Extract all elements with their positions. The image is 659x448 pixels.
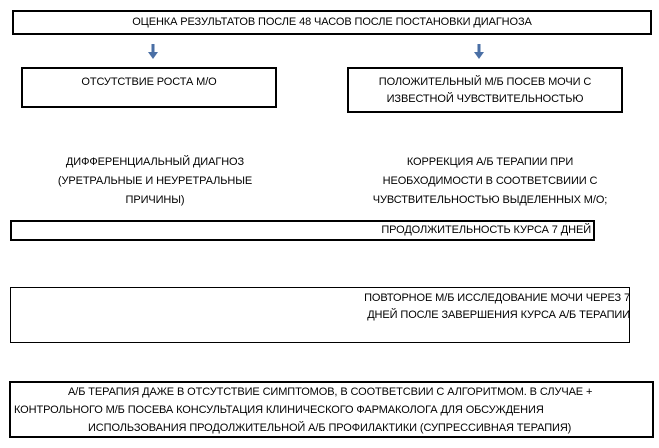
arrow-down-right-icon (474, 44, 484, 60)
repeat-test-line-1: ПОВТОРНОЕ М/Б ИССЛЕДОВАНИЕ МОЧИ ЧЕРЕЗ 7 (364, 292, 630, 304)
positive-culture-line-1: ПОЛОЖИТЕЛЬНЫЙ М/Б ПОСЕВ МОЧИ С (378, 76, 592, 88)
correction-line-2: НЕОБХОДИМОСТИ В СООТВЕТСВИИИ С (382, 175, 598, 187)
differential-diagnosis-line-3: ПРИЧИНЫ) (125, 194, 185, 206)
final-line-1: А/Б ТЕРАПИЯ ДАЖЕ В ОТСУТСТВИЕ СИМПТОМОВ, В СООТВЕТСВИИ С АЛГОРИТМОМ. В СЛУЧАЕ + (68, 386, 593, 398)
duration-label: ПРОДОЛЖИТЕЛЬНОСТЬ КУРСА 7 ДНЕЙ (381, 224, 591, 236)
header-title: ОЦЕНКА РЕЗУЛЬТАТОВ ПОСЛЕ 48 ЧАСОВ ПОСЛЕ ПОСТАНОВКИ ДИАГНОЗА (132, 16, 532, 28)
repeat-test-line-2: ДНЕЙ ПОСЛЕ ЗАВЕРШЕНИЯ КУРСА А/Б ТЕРАПИИ (367, 309, 630, 321)
differential-diagnosis-line-1: ДИФФЕРЕНЦИАЛЬНЫЙ ДИАГНОЗ (65, 156, 245, 168)
correction-line-1: КОРРЕКЦИЯ А/Б ТЕРАПИИ ПРИ (406, 156, 574, 168)
final-line-2: КОНТРОЛЬНОГО М/Б ПОСЕВА КОНСУЛЬТАЦИЯ КЛИНИЧЕСКОГО ФАРМАКОЛОГА ДЛЯ ОБСУЖДЕНИЯ (14, 404, 544, 416)
correction-line-3: ЧУВСТВИТЕЛЬНОСТЬЮ ВЫДЕЛЕННЫХ М/О; (372, 194, 608, 206)
positive-culture-line-2: ИЗВЕСТНОЙ ЧУВСТВИТЕЛЬНОСТЬЮ (386, 93, 584, 105)
final-line-3: ИСПОЛЬЗОВАНИЯ ПРОДОЛЖИТЕЛЬНОЙ А/Б ПРОФИЛАКТИКИ (СУПРЕССИВНАЯ ТЕРАПИЯ) (88, 422, 572, 434)
no-growth-label: ОТСУТСТВИЕ РОСТА М/О (81, 76, 217, 88)
arrow-down-left-icon (148, 44, 158, 60)
differential-diagnosis-line-2: (УРЕТРАЛЬНЫЕ И НЕУРЕТРАЛЬНЫЕ (57, 175, 253, 187)
